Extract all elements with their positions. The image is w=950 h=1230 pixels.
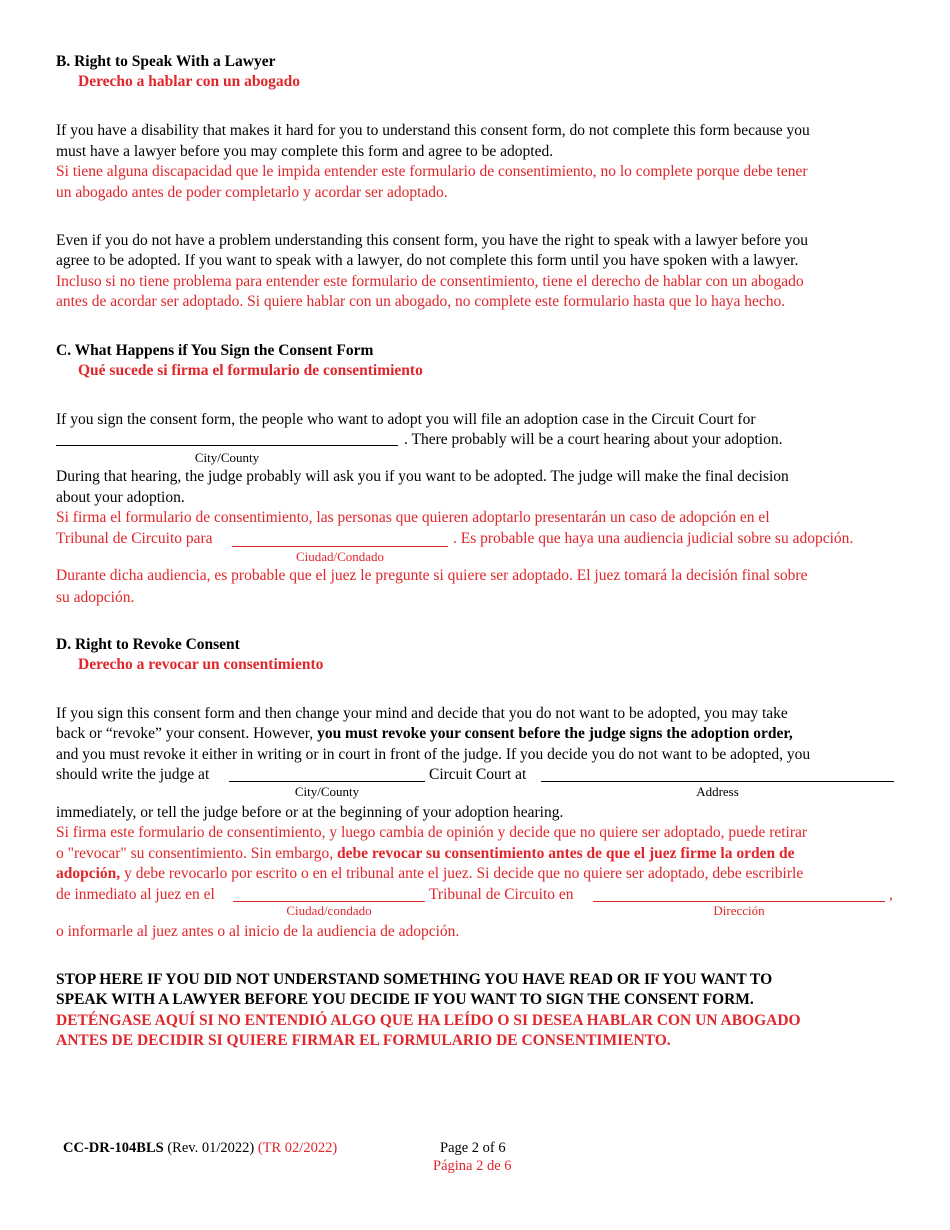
revoke-city-county-field[interactable]: [229, 781, 425, 782]
d-line4-start: should write the judge at: [56, 766, 210, 783]
section-c-heading: C. What Happens if You Sign the Consent Form: [56, 342, 374, 359]
city-county-caption: City/County: [194, 450, 260, 465]
revoke-address-field[interactable]: [541, 781, 894, 782]
b-p2-line2: agree to be adopted. If you want to speak with a lawyer, do not complete this form until you have spoken with a lawyer.: [56, 252, 799, 269]
stop-notice-es-line2: ANTES DE DECIDIR SI QUIERE FIRMAR EL FORMULARIO DE CONSENTIMIENTO.: [56, 1032, 671, 1049]
d-line5: immediately, or tell the judge before or at the beginning of your adoption hearing.: [56, 804, 564, 821]
d-es-line5: o informarle al juez antes o al inicio de la audiencia de adopción.: [56, 923, 460, 940]
page-number-es: Página 2 de 6: [433, 1158, 512, 1174]
revocar-ciudad-field[interactable]: [233, 901, 425, 902]
d-es-line2: [56, 845, 794, 863]
revocar-direccion-caption: Dirección: [713, 903, 765, 918]
c-es-line3: Durante dicha audiencia, es probable que el juez le pregunte si quiere ser adoptado. El juez tomará la decisión final sobre: [56, 567, 808, 584]
d-es-line2-bold: debe revocar su consentimiento antes de que el juez firme la orden de: [336, 845, 795, 862]
form-footer-id: [63, 1140, 337, 1157]
b-p1-line1: If you have a disability that makes it hard for you to understand this consent form, do not complete this form because you: [56, 122, 810, 139]
section-c-heading-es: Qué sucede si firma el formulario de consentimiento: [78, 362, 423, 379]
d-es-line3-rest: y debe revocarlo por escrito o en el tribunal ante el juez. Si decide que no quiere ser adoptado, debe escribirle: [124, 865, 804, 882]
b-p2-es-line1: Incluso si no tiene problema para entender este formulario de consentimiento, tiene el derecho de hablar con un abogado: [56, 273, 804, 290]
c-line4: about your adoption.: [56, 489, 185, 506]
stop-notice-line1: STOP HERE IF YOU DID NOT UNDERSTAND SOMETHING YOU HAVE READ OR IF YOU WANT TO: [56, 971, 773, 988]
revocar-ciudad-caption: Ciudad/condado: [286, 903, 372, 918]
section-d-heading-es: Derecho a revocar un consentimiento: [78, 656, 324, 673]
b-p1-line2: must have a lawyer before you may complete this form and agree to be adopted.: [56, 143, 554, 160]
d-es-line4-start: de inmediato al juez en el: [56, 886, 215, 903]
c-line1: If you sign the consent form, the people who want to adopt you will file an adoption case in the Circuit Court for: [56, 411, 756, 428]
d-line3: and you must revoke it either in writing or in court in front of the judge. If you decide you do not want to be adopted, you: [56, 746, 811, 763]
b-p2-es-line2: antes de acordar ser adoptado. Si quiere hablar con un abogado, no complete este formulario hasta que lo haya hecho.: [56, 293, 786, 310]
d-line4-mid: Circuit Court at: [429, 766, 527, 783]
d-es-line4-comma: ,: [889, 886, 893, 903]
c-es-line2-end: . Es probable que haya una audiencia judicial sobre su adopción.: [453, 530, 854, 547]
c-line2: . There probably will be a court hearing about your adoption.: [404, 431, 783, 448]
revoke-city-county-caption: City/County: [294, 784, 360, 799]
d-line2-bold: you must revoke your consent before the judge signs the adoption order,: [317, 725, 793, 742]
section-d-heading: D. Right to Revoke Consent: [56, 636, 240, 653]
d-line1: If you sign this consent form and then change your mind and decide that you do not want to be adopted, you may take: [56, 705, 788, 722]
stop-notice-es-line1: DETÉNGASE AQUÍ SI NO ENTENDIÓ ALGO QUE HA LEÍDO O SI DESEA HABLAR CON UN ABOGADO: [56, 1012, 801, 1029]
ciudad-condado-field[interactable]: [232, 546, 448, 547]
ciudad-condado-caption: Ciudad/Condado: [295, 549, 385, 564]
form-translation-revision: (TR 02/2022): [257, 1140, 338, 1156]
c-line3: During that hearing, the judge probably will ask you if you want to be adopted. The judge will make the final decision: [56, 468, 789, 485]
city-county-field[interactable]: [56, 445, 398, 446]
section-b-heading-es: Derecho a hablar con un abogado: [78, 73, 301, 90]
d-es-line2-start: o "revocar" su consentimiento. Sin embargo,: [56, 845, 334, 862]
b-p2-line1: Even if you do not have a problem understanding this consent form, you have the right to speak with a lawyer before you: [56, 232, 808, 249]
stop-notice-line2: SPEAK WITH A LAWYER BEFORE YOU DECIDE IF YOU WANT TO SIGN THE CONSENT FORM.: [56, 991, 754, 1008]
d-line2: [56, 725, 793, 743]
section-b-heading: B. Right to Speak With a Lawyer: [56, 53, 276, 70]
c-es-line2-start: Tribunal de Circuito para: [56, 530, 213, 547]
d-es-line1: Si firma este formulario de consentimiento, y luego cambia de opinión y decide que no quiere ser adoptado, puede retirar: [56, 824, 808, 841]
revoke-address-caption: Address: [696, 784, 739, 799]
d-es-line4-mid: Tribunal de Circuito en: [429, 886, 574, 903]
d-es-line3-bold: adopción,: [56, 865, 121, 882]
c-es-line4: su adopción.: [56, 589, 135, 606]
page-number: Page 2 of 6: [440, 1140, 506, 1156]
b-p1-es-line1: Si tiene alguna discapacidad que le impida entender este formulario de consentimiento, no lo complete porque debe tener: [56, 163, 808, 180]
b-p1-es-line2: un abogado antes de poder completarlo y acordar ser adoptado.: [56, 184, 448, 201]
d-es-line3: [56, 865, 803, 883]
c-es-line1: Si firma el formulario de consentimiento, las personas que quieren adoptarlo presentarán un caso de adopción en el: [56, 509, 770, 526]
form-id: CC-DR-104BLS: [63, 1140, 164, 1156]
revocar-direccion-field[interactable]: [593, 901, 885, 902]
d-line2-start: back or “revoke” your consent. However,: [56, 725, 314, 742]
form-revision: (Rev. 01/2022): [167, 1140, 255, 1156]
